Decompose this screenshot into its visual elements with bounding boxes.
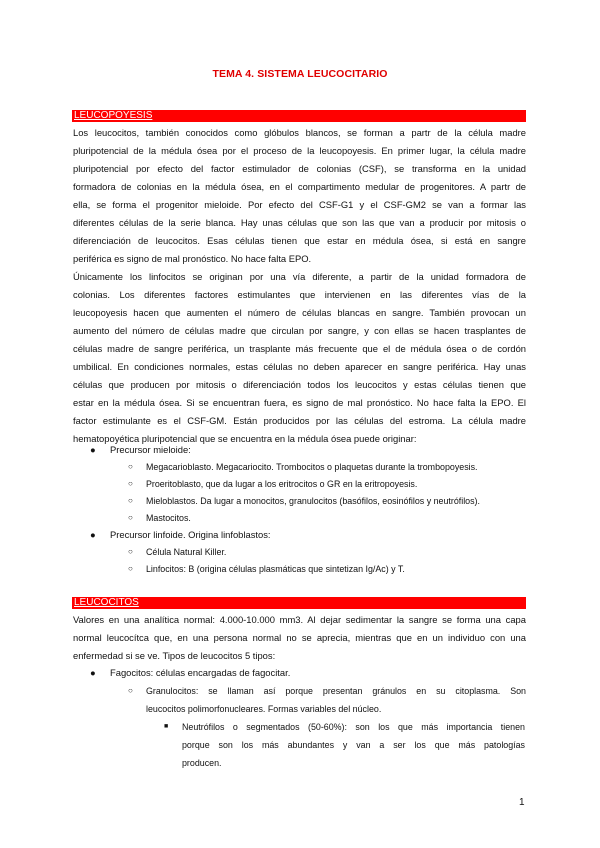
paragraph-line: diferentes células de la serie blanca. Hay unas células que son las que van a producir por mitosis o [73, 217, 526, 228]
bullet-disc-icon: ● [90, 667, 96, 678]
paragraph-line: enfermedad si se ve. Tipos de leucocitos 5 tipos: [73, 650, 276, 661]
paragraph-line: hematopoyética pluripotencial que se encuentra en la médula ósea puede originar: [73, 433, 417, 444]
list-item-linfoide: Precursor linfoide. Origina linfoblastos: [110, 529, 271, 540]
list-item-fagocitos: Fagocitos: células encargadas de fagocitar. [110, 667, 291, 678]
bullet-circle-icon: ○ [128, 547, 133, 556]
bullet-disc-icon: ● [90, 444, 96, 455]
list-item-neutrofilos: Neutrófilos o segmentados (50-60%): son los que más importancia tienen [182, 722, 525, 732]
paragraph-line: aumento del número de células madre que circulan por sangre, y con ellas se hacen trasplantes de [73, 325, 526, 336]
paragraph-line: formadora de colonias en la médula ósea, en el compartimento medular de progenitores. A partr de [73, 181, 526, 192]
paragraph-line: Valores en una analítica normal: 4.000-10.000 mm3. Al dejar sedimentar la sangre se forma una capa [73, 614, 526, 625]
list-item: Célula Natural Killer. [146, 547, 227, 557]
paragraph-line: Los leucocitos, también conocidos como glóbulos blancos, se forman a partr de la célula madre [73, 127, 526, 138]
paragraph-line: Únicamente los linfocitos se originan por una vía diferente, a partir de la unidad formadora de [73, 271, 526, 282]
bullet-circle-icon: ○ [128, 513, 133, 522]
list-item-granulocitos-cont: leucocitos polimorfonucleares. Formas variables del núcleo. [146, 704, 382, 714]
list-item-neutrofilos-cont: producen. [182, 758, 222, 768]
list-item: Megacarioblasto. Megacariocito. Trombocitos o plaquetas durante la trombopoyesis. [146, 462, 478, 472]
list-item-granulocitos: Granulocitos: se llaman así porque presentan gránulos en su citoplasma. Son [146, 686, 526, 696]
section-heading-leucocitos: LEUCOCITOS [72, 597, 526, 609]
paragraph-line: colonias. Los diferentes factores estimulantes que intervienen en las diferentes vías de la [73, 289, 526, 300]
section-heading-leucopoyesis: LEUCOPOYESIS [72, 110, 526, 122]
bullet-circle-icon: ○ [128, 564, 133, 573]
list-item: Mastocitos. [146, 513, 191, 523]
page-number: 1 [519, 797, 525, 808]
paragraph-line: normal leucocítca que, en una persona normal no se aprecia, mientras que en un individuo con una [73, 632, 526, 643]
list-item-neutrofilos-cont: porque son los más abundantes y van a ser los que más patologías [182, 740, 525, 750]
bullet-circle-icon: ○ [128, 686, 133, 695]
list-item: Linfocitos: B (origina células plasmáticas que sintetizan Ig/Ac) y T. [146, 564, 405, 574]
list-item: Mieloblastos. Da lugar a monocitos, granulocitos (basófilos, eosinófilos y neutrófilos). [146, 496, 480, 506]
paragraph-line: pluripotencial por efecto del factor estimulador de colonias (CSF), se transforma en la unidad [73, 163, 526, 174]
paragraph-line: diferenciación de leucocitos. Esas células tienen que estar en médula ósea, si está en sangre [73, 235, 526, 246]
paragraph-line: umbilical. En condiciones normales, estas células no deben aparecer en sangre periférica. Hay unas [73, 361, 526, 372]
bullet-circle-icon: ○ [128, 479, 133, 488]
document-title: TEMA 4. SISTEMA LEUCOCITARIO [212, 68, 388, 80]
paragraph-line: pluripotencial de la médula ósea por el proceso de la leucopoyesis. En primer lugar, la célula madre [73, 145, 526, 156]
paragraph-line: células madre de sangre periférica, un trasplante más frecuente que el de médula ósea o de cordón [73, 343, 526, 354]
bullet-circle-icon: ○ [128, 496, 133, 505]
list-item-mieloide: Precursor mieloide: [110, 444, 191, 455]
paragraph-line: factor estimulante es el CSF-GM. Están producidos por las células del estroma. La célula madre [73, 415, 526, 426]
bullet-disc-icon: ● [90, 529, 96, 540]
paragraph-line: periférica es signo de mal pronóstico. No hace falta EPO. [73, 253, 312, 264]
list-item: Proeritoblasto, que da lugar a los eritrocitos o GR en la eritropoyesis. [146, 479, 418, 489]
bullet-square-icon: ■ [164, 723, 169, 730]
bullet-circle-icon: ○ [128, 462, 133, 471]
paragraph-line: leucopoyesis hacen que aumenten el número de células blancas en sangre. También provocan un [73, 307, 526, 318]
paragraph-line: ella, se forma el progenitor mieloide. Por efecto del CSF-G1 y el CSF-GM2 se van a formar las [73, 199, 526, 210]
paragraph-line: células que producen por mitosis o diferenciación todos los leucocitos y estas células tienen que [73, 379, 526, 390]
paragraph-line: estar en la médula ósea. Si se encuentran fuera, es signo de mal pronóstico. No hace falta la EPO. El [73, 397, 526, 408]
